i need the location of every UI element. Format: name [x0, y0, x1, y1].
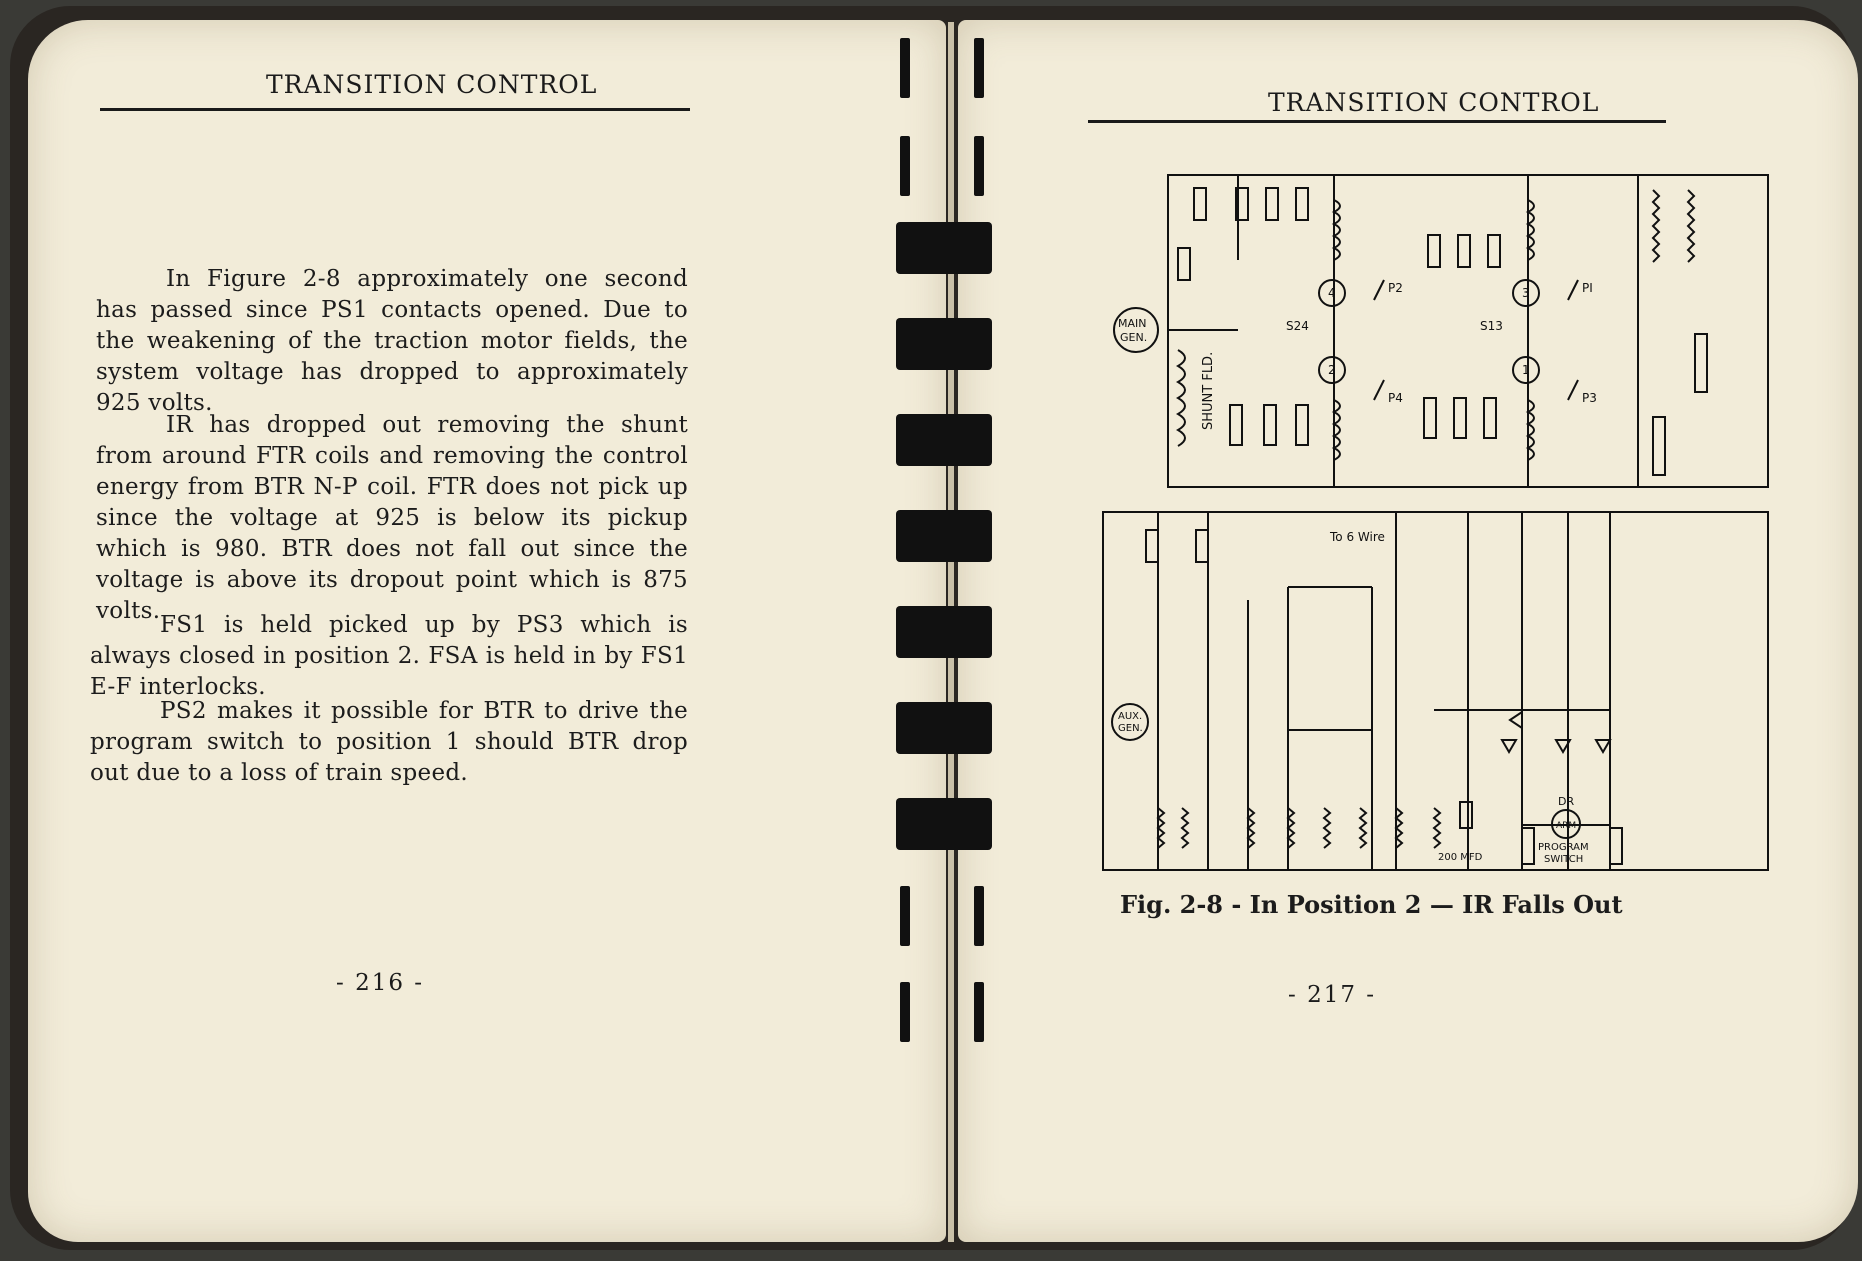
left-page — [28, 20, 946, 1242]
paragraph-4: PS2 makes it possible for BTR to drive the program switch to position 1 should BTR drop out due to a loss of train speed. — [90, 698, 688, 786]
binding-ring — [896, 702, 992, 754]
label-s13: S13 — [1480, 319, 1503, 333]
label-p4: P4 — [1388, 391, 1403, 405]
circuit-diagram — [1098, 160, 1778, 875]
main-generator — [1114, 308, 1158, 352]
label-program: PROGRAM — [1538, 842, 1589, 853]
label-200-mfd: 200 MFD — [1438, 852, 1483, 863]
figure-caption: Fig. 2-8 - In Position 2 — IR Falls Out — [1120, 890, 1623, 919]
page-number-right: - 217 - — [1288, 982, 1377, 1008]
diagram-labels — [1118, 281, 1597, 865]
label-arm: ARM — [1556, 821, 1577, 831]
label-main: MAIN — [1118, 317, 1147, 330]
label-aux-gen: GEN. — [1118, 723, 1143, 734]
label-s24: S24 — [1286, 319, 1309, 333]
label-motor-3: 3 — [1522, 286, 1530, 300]
binding-ring — [900, 38, 910, 98]
binding-ring — [896, 510, 992, 562]
binding-ring — [900, 136, 910, 196]
label-switch: SWITCH — [1544, 854, 1584, 865]
page-number-left: - 216 - — [336, 970, 425, 996]
label-shunt-fld: SHUNT FLD. — [1201, 351, 1216, 430]
spiral-binding — [890, 26, 1000, 1246]
binding-ring — [896, 414, 992, 466]
running-head-right: TRANSITION CONTROL — [1268, 88, 1600, 117]
label-to-6-wire: To 6 Wire — [1330, 530, 1385, 544]
paragraph-3: FS1 is held picked up by PS3 which is always closed in position 2. FSA is held in by FS1 E-F interlocks. — [90, 612, 688, 700]
label-gen: GEN. — [1120, 331, 1148, 344]
power-circuit-frame — [1168, 175, 1768, 487]
head-rule-left — [100, 108, 690, 111]
paragraph-1: In Figure 2-8 approximately one second has passed since PS1 contacts opened. Due to the weakening of the traction motor fields, the system voltage has dropped to approximately 925 volts. — [96, 266, 688, 416]
running-head-left: TRANSITION CONTROL — [266, 70, 598, 99]
label-aux: AUX. — [1118, 711, 1143, 722]
label-p2: P2 — [1388, 281, 1403, 295]
label-motor-4: 4 — [1328, 286, 1336, 300]
label-p3: P3 — [1582, 391, 1597, 405]
book-spread — [10, 6, 1852, 1250]
binding-ring — [974, 982, 984, 1042]
binding-ring — [900, 982, 910, 1042]
label-pi: PI — [1582, 281, 1593, 295]
binding-ring — [896, 606, 992, 658]
head-rule-right — [1088, 120, 1666, 123]
paragraph-2: IR has dropped out removing the shunt from around FTR coils and removing the control energy from BTR N-P coil. FTR does not pick up since the voltage at 925 is below its pickup which is 980. BTR does not fall out since the voltage is above its dropout point which is 875 volts. — [96, 412, 688, 624]
binding-ring — [896, 318, 992, 370]
binding-ring — [974, 136, 984, 196]
right-page — [958, 20, 1858, 1242]
label-motor-1: 1 — [1522, 363, 1530, 377]
binding-ring — [896, 798, 992, 850]
binding-ring — [974, 38, 984, 98]
aux-generator — [1112, 704, 1148, 740]
label-dr: DR — [1558, 795, 1575, 808]
binding-ring — [900, 886, 910, 946]
binding-ring — [974, 886, 984, 946]
binding-ring — [896, 222, 992, 274]
label-motor-2: 2 — [1328, 363, 1336, 377]
